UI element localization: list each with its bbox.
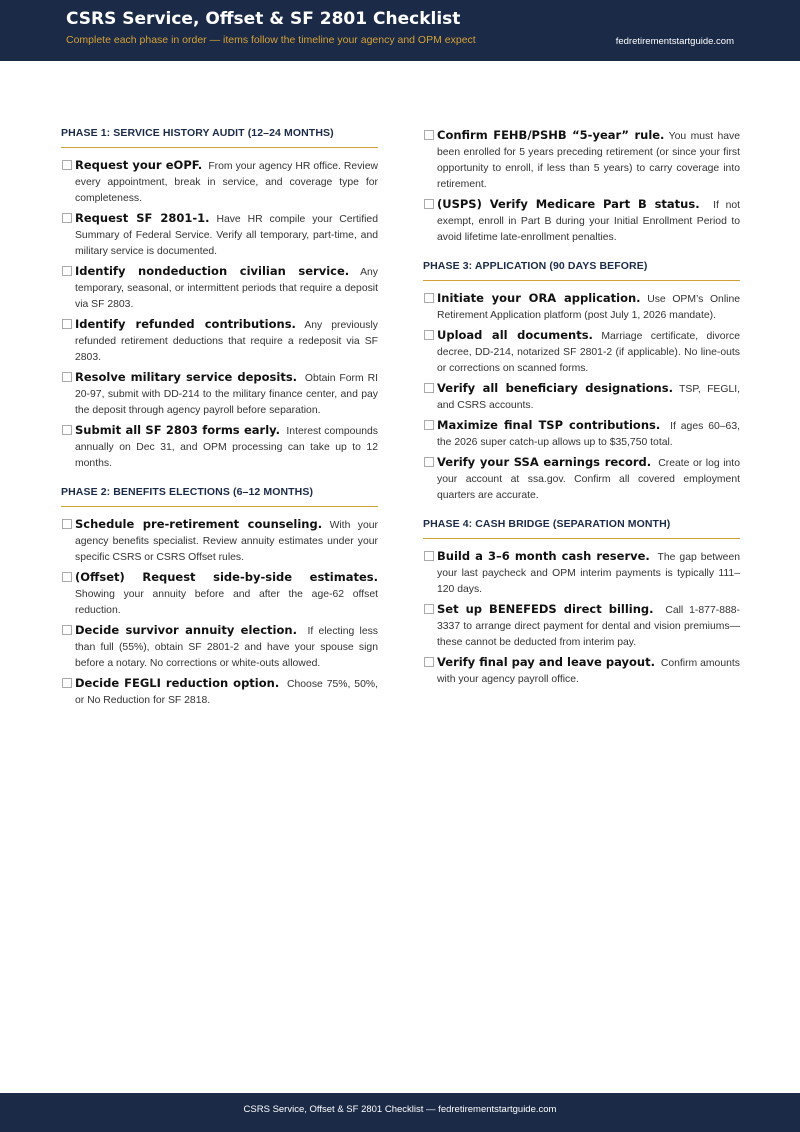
item-lead: Submit all SF 2803 forms early. (75, 423, 280, 437)
item-lead: Decide survivor annuity election. (75, 623, 297, 637)
checklist-item (423, 548, 740, 598)
checkbox[interactable] (424, 330, 434, 340)
checklist-item (423, 601, 740, 651)
checkbox[interactable] (62, 319, 72, 329)
item-text: If ages 60–63, the 2026 super catch-up allows up to $35,750 total. (437, 421, 740, 448)
phase-2-continued (423, 127, 740, 246)
checklist-item (423, 327, 740, 377)
checklist-item (61, 675, 378, 709)
item-text: If not exempt, enroll in Part B during your Initial Enrollment Period to avoid lifetime late-enrollment penalties. (437, 200, 741, 243)
item-text: You must have been enrolled for 5 years preceding retirement (or since your first opportunity to enroll, if less than 5 years) to carry coverage into retirement. (437, 131, 741, 190)
item-lead: Build a 3–6 month cash reserve. (437, 549, 650, 563)
checkbox[interactable] (424, 551, 434, 561)
checkbox[interactable] (62, 160, 72, 170)
item-text: From your agency HR office. Review every appointment, break in service, and coverage type for completeness. (75, 161, 378, 204)
checkbox[interactable] (424, 293, 434, 303)
checkbox[interactable] (424, 383, 434, 393)
item-lead: (Offset) Request side-by-side estimates. (75, 570, 378, 584)
checklist-item (61, 516, 378, 566)
checklist-item (61, 316, 378, 366)
checklist-item (423, 290, 740, 324)
checkbox[interactable] (424, 130, 434, 140)
page-title: CSRS Service, Offset & SF 2801 Checklist (66, 9, 461, 29)
checklist-item (61, 622, 378, 672)
item-text: Any previously refunded retirement deductions that require a redeposit via SF 2803. (75, 320, 378, 363)
item-lead: Initiate your ORA application. (437, 291, 641, 305)
checklist-item (61, 157, 378, 207)
checkbox[interactable] (62, 625, 72, 635)
item-text: Interest compounds annually on Dec 31, and OPM processing can take up to 12 months. (75, 426, 378, 469)
checkbox[interactable] (62, 519, 72, 529)
phase-title: PHASE 4: CASH BRIDGE (SEPARATION MONTH) (423, 518, 740, 539)
checkbox[interactable] (62, 372, 72, 382)
checkbox[interactable] (62, 266, 72, 276)
phase-4 (423, 518, 740, 688)
item-text: Have HR compile your Certified Summary of Federal Service. Verify all temporary, part-time, and military service is documented. (75, 214, 378, 257)
item-lead: Set up BENEFEDS direct billing. (437, 602, 654, 616)
item-lead: Request SF 2801-1. (75, 211, 210, 225)
item-text: The gap between your last paycheck and OPM interim payments is typically 111–120 days. (437, 552, 740, 595)
checkbox[interactable] (62, 425, 72, 435)
checkbox[interactable] (62, 213, 72, 223)
phase-title: PHASE 1: SERVICE HISTORY AUDIT (12–24 MONTHS) (61, 127, 378, 148)
left-column (61, 127, 378, 723)
checkbox[interactable] (424, 457, 434, 467)
page-footer (0, 1093, 800, 1132)
item-lead: (USPS) Verify Medicare Part B status. (437, 197, 700, 211)
item-text: Confirm amounts with your agency payroll office. (437, 658, 740, 685)
footer-text: CSRS Service, Offset & SF 2801 Checklist — fedretirementstartguide.com (243, 1104, 557, 1115)
checkbox[interactable] (424, 420, 434, 430)
phase-1 (61, 127, 378, 472)
page-subtitle: Complete each phase in order — items follow the timeline your agency and OPM expect (66, 34, 476, 46)
item-text: Choose 75%, 50%, or No Reduction for SF 2818. (75, 679, 378, 706)
item-lead: Confirm FEHB/PSHB “5-year” rule. (437, 128, 665, 142)
checklist-item (423, 127, 740, 193)
item-lead: Resolve military service deposits. (75, 370, 298, 384)
checklist-item (423, 417, 740, 451)
item-text: Showing your annuity before and after the age-62 offset reduction. (75, 589, 378, 616)
item-text: Call 1-877-888-3337 to arrange direct payment for dental and vision premiums—these cannot be deducted from interim pay. (437, 605, 740, 648)
item-text: Any temporary, seasonal, or intermittent periods that require a deposit via SF 2803. (75, 267, 378, 310)
site-url: fedretirementstartguide.com (615, 36, 734, 47)
item-lead: Verify all beneficiary designations. (437, 381, 673, 395)
checkbox[interactable] (62, 678, 72, 688)
checklist-item (423, 380, 740, 414)
item-lead: Identify refunded contributions. (75, 317, 296, 331)
checkbox[interactable] (62, 572, 72, 582)
checklist-item (61, 210, 378, 260)
item-lead: Maximize final TSP contributions. (437, 418, 661, 432)
checkbox[interactable] (424, 657, 434, 667)
checklist-item (61, 263, 378, 313)
checkbox[interactable] (424, 199, 434, 209)
item-lead: Verify final pay and leave payout. (437, 655, 655, 669)
right-column (423, 127, 740, 702)
phase-2 (61, 486, 378, 709)
phase-3 (423, 260, 740, 504)
checklist-item (61, 369, 378, 419)
item-lead: Request your eOPF. (75, 158, 203, 172)
item-lead: Upload all documents. (437, 328, 593, 342)
checklist-item (423, 654, 740, 688)
item-lead: Schedule pre-retirement counseling. (75, 517, 323, 531)
item-text: TSP, FEGLI, and CSRS accounts. (437, 384, 741, 411)
phase-title: PHASE 2: BENEFITS ELECTIONS (6–12 MONTHS) (61, 486, 378, 507)
item-text: Marriage certificate, divorce decree, DD-214, notarized SF 2801-2 (if applicable). No line-outs or corrections on scanned forms. (437, 331, 741, 374)
item-text: With your agency benefits specialist. Review annuity estimates under your specific CSRS or CSRS Offset rules. (75, 520, 378, 563)
item-lead: Verify your SSA earnings record. (437, 455, 652, 469)
item-text: Use OPM’s Online Retirement Application platform (post July 1, 2026 mandate). (437, 294, 741, 321)
checklist-item (61, 569, 378, 619)
checklist-item (423, 454, 740, 504)
item-lead: Identify nondeduction civilian service. (75, 264, 350, 278)
item-text: Create or log into your account at ssa.gov. Confirm all covered employment quarters are accurate. (437, 458, 740, 501)
item-lead: Decide FEGLI reduction option. (75, 676, 280, 690)
checkbox[interactable] (424, 604, 434, 614)
checklist-item (423, 196, 740, 246)
page-header (0, 0, 800, 61)
phase-title: PHASE 3: APPLICATION (90 DAYS BEFORE) (423, 260, 740, 281)
item-text: If electing less than full (55%), obtain SF 2801-2 and have your spouse sign before a notary. No corrections or white-outs allowed. (75, 626, 379, 669)
item-text: Obtain Form RI 20-97, submit with DD-214 to the military finance center, and pay the deposit through agency payroll before separation. (75, 373, 378, 416)
checklist-item (61, 422, 378, 472)
